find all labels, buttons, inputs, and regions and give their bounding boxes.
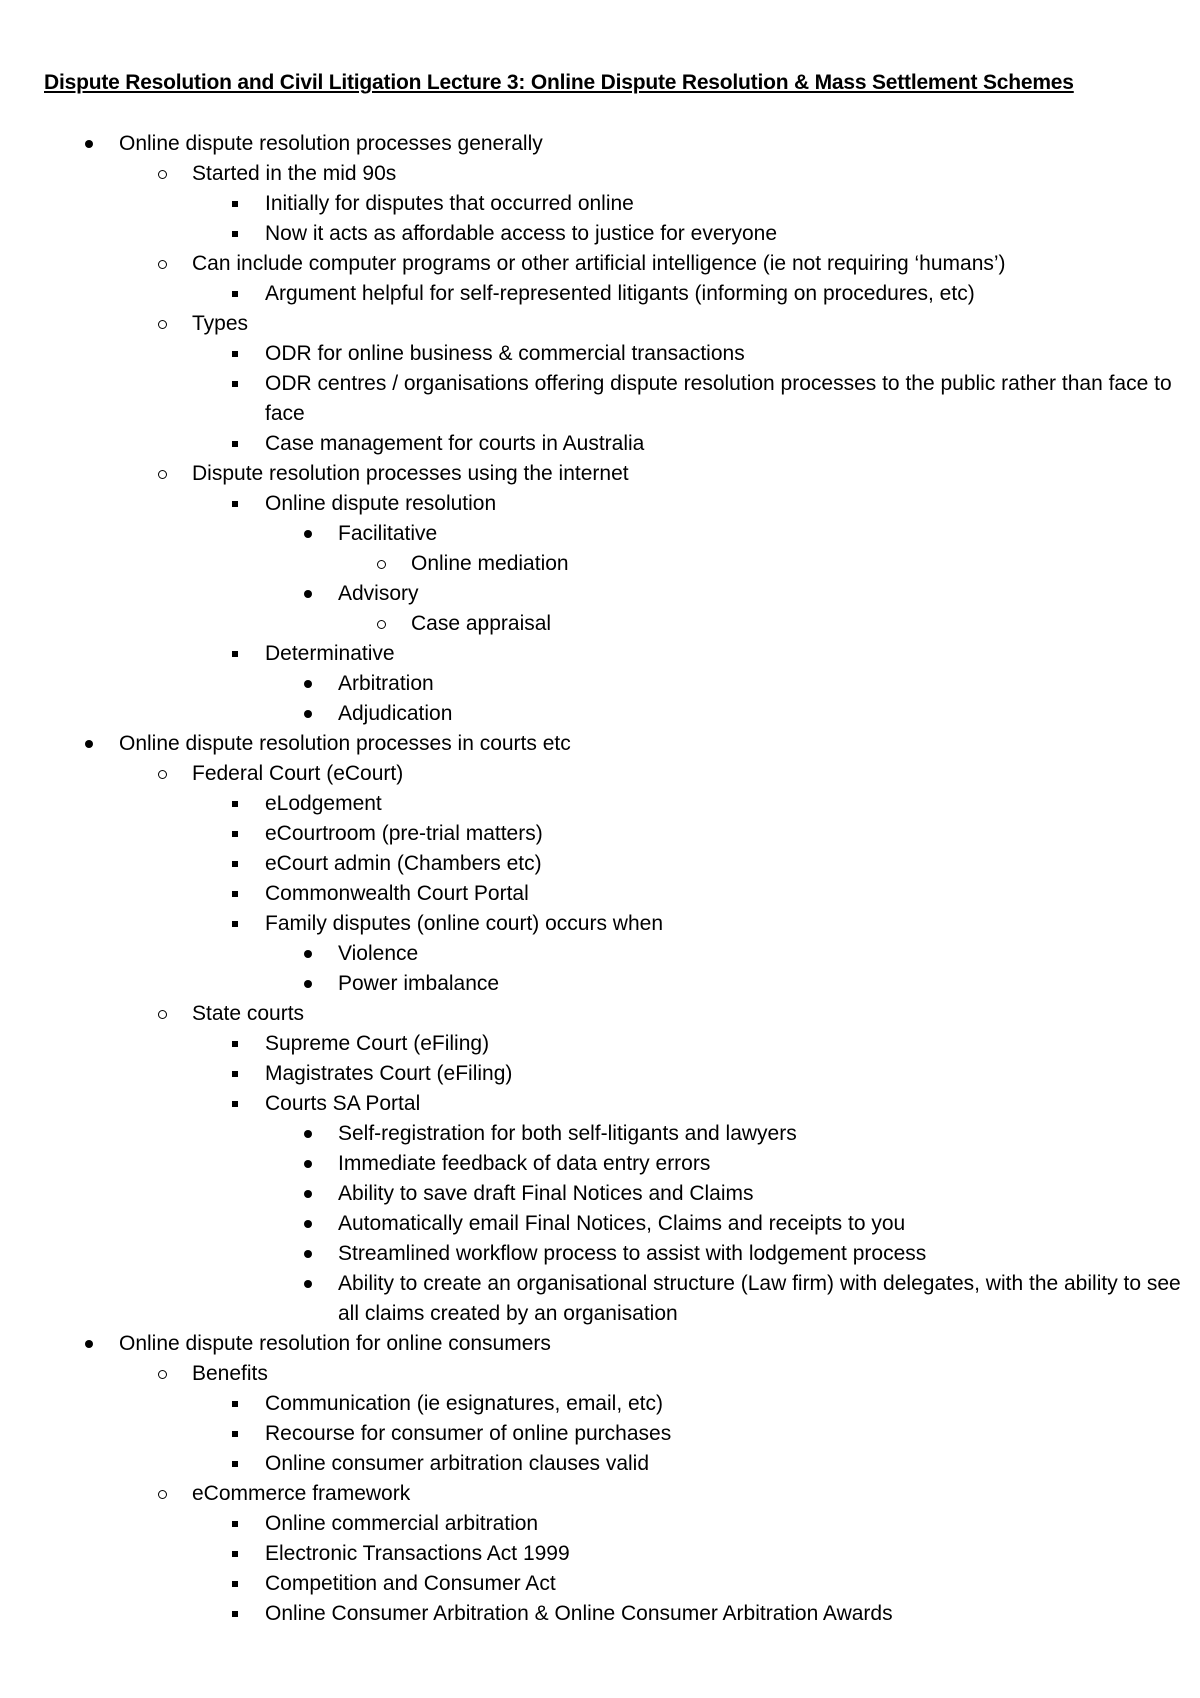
list-item xyxy=(0,159,1200,189)
list-item-text: eCourtroom (pre-trial matters) xyxy=(265,822,543,845)
list-item xyxy=(0,429,1200,459)
list-item-text: Online Consumer Arbitration & Online Consumer Arbitration Awards xyxy=(265,1602,893,1625)
square-bullet-icon xyxy=(225,909,245,939)
list-item-text: Online dispute resolution xyxy=(265,492,497,515)
disc-bullet-icon xyxy=(298,669,318,699)
list-item xyxy=(0,789,1200,819)
list-item-text: Power imbalance xyxy=(338,972,500,995)
list-item xyxy=(0,1509,1200,1539)
list-item xyxy=(0,1059,1200,1089)
square-bullet-icon xyxy=(225,789,245,819)
square-bullet-icon xyxy=(225,1539,245,1569)
list-item xyxy=(0,819,1200,849)
list-item xyxy=(0,1119,1200,1149)
list-item-text: Online mediation xyxy=(411,552,569,575)
list-item xyxy=(0,1479,1200,1509)
list-item-text: Violence xyxy=(338,942,419,965)
list-item-text: Initially for disputes that occurred online xyxy=(265,192,634,215)
disc-bullet-icon xyxy=(298,969,318,999)
square-bullet-icon xyxy=(225,339,245,369)
disc-bullet-icon xyxy=(298,1239,318,1269)
circle-bullet-icon xyxy=(152,159,172,189)
list-item xyxy=(0,729,1200,759)
list-item-text: Can include computer programs or other artificial intelligence (ie not requiring ‘humans’) xyxy=(192,252,1006,275)
list-item-text: Online dispute resolution processes generally xyxy=(119,132,543,155)
disc-bullet-icon xyxy=(298,1119,318,1149)
circle-bullet-icon xyxy=(152,309,172,339)
list-item xyxy=(0,999,1200,1029)
list-item xyxy=(0,939,1200,969)
list-item xyxy=(0,519,1200,549)
list-item-text: Magistrates Court (eFiling) xyxy=(265,1062,513,1085)
list-item xyxy=(0,1089,1200,1119)
list-item xyxy=(0,219,1200,249)
list-item-text: Dispute resolution processes using the internet xyxy=(192,462,629,485)
list-item-text: Started in the mid 90s xyxy=(192,162,397,185)
disc-bullet-icon xyxy=(298,579,318,609)
square-bullet-icon xyxy=(225,1449,245,1479)
list-item xyxy=(0,1389,1200,1419)
circle-bullet-icon xyxy=(371,609,391,639)
list-item xyxy=(0,489,1200,519)
list-item-text: Ability to save draft Final Notices and Claims xyxy=(338,1182,754,1205)
list-item-text: Self-registration for both self-litigants and lawyers xyxy=(338,1122,797,1145)
list-item xyxy=(0,1179,1200,1209)
square-bullet-icon xyxy=(225,189,245,219)
list-item-text: Commonwealth Court Portal xyxy=(265,882,529,905)
list-item-text: Online consumer arbitration clauses valid xyxy=(265,1452,650,1475)
list-item-text: Argument helpful for self-represented litigants (informing on procedures, etc) xyxy=(265,282,975,305)
list-item xyxy=(0,759,1200,789)
document-title: Dispute Resolution and Civil Litigation Lecture 3: Online Dispute Resolution & Mass Settlement Schemes xyxy=(44,71,1074,94)
list-item xyxy=(0,369,1200,429)
list-item-text: Family disputes (online court) occurs when xyxy=(265,912,663,935)
list-item xyxy=(0,279,1200,309)
square-bullet-icon xyxy=(225,1389,245,1419)
list-item-text: Automatically email Final Notices, Claims and receipts to you xyxy=(338,1212,906,1235)
list-item-text: Types xyxy=(192,312,249,335)
disc-bullet-icon xyxy=(298,1149,318,1179)
list-item-text: Recourse for consumer of online purchases xyxy=(265,1422,672,1445)
disc-bullet-icon xyxy=(79,1329,99,1359)
list-item-text: Case management for courts in Australia xyxy=(265,432,645,455)
circle-bullet-icon xyxy=(152,1479,172,1509)
list-item-text: eCourt admin (Chambers etc) xyxy=(265,852,542,875)
disc-bullet-icon xyxy=(298,699,318,729)
list-item xyxy=(0,549,1200,579)
list-item-text: Online commercial arbitration xyxy=(265,1512,539,1535)
list-item xyxy=(0,309,1200,339)
list-item xyxy=(0,1149,1200,1179)
square-bullet-icon xyxy=(225,1419,245,1449)
list-item-text: Advisory xyxy=(338,582,419,605)
square-bullet-icon xyxy=(225,1599,245,1629)
list-item xyxy=(0,249,1200,279)
square-bullet-icon xyxy=(225,1059,245,1089)
circle-bullet-icon xyxy=(152,249,172,279)
disc-bullet-icon xyxy=(79,129,99,159)
list-item xyxy=(0,1539,1200,1569)
circle-bullet-icon xyxy=(152,1359,172,1389)
disc-bullet-icon xyxy=(298,939,318,969)
list-item xyxy=(0,579,1200,609)
list-item-text: Adjudication xyxy=(338,702,453,725)
list-item xyxy=(0,1599,1200,1629)
list-item xyxy=(0,1269,1200,1329)
list-item-text: Supreme Court (eFiling) xyxy=(265,1032,490,1055)
circle-bullet-icon xyxy=(371,549,391,579)
list-item xyxy=(0,699,1200,729)
list-item-text: ODR for online business & commercial transactions xyxy=(265,342,745,365)
square-bullet-icon xyxy=(225,639,245,669)
square-bullet-icon xyxy=(225,849,245,879)
list-item-text: Arbitration xyxy=(338,672,434,695)
square-bullet-icon xyxy=(225,1509,245,1539)
list-item xyxy=(0,129,1200,159)
list-item xyxy=(0,669,1200,699)
list-item-text: Streamlined workflow process to assist with lodgement process xyxy=(338,1242,927,1265)
list-item-text: Case appraisal xyxy=(411,612,552,635)
list-item-text: Online dispute resolution for online consumers xyxy=(119,1332,551,1355)
square-bullet-icon xyxy=(225,1089,245,1119)
list-item-text: Communication (ie esignatures, email, etc) xyxy=(265,1392,663,1415)
list-item xyxy=(0,609,1200,639)
square-bullet-icon xyxy=(225,489,245,519)
list-item xyxy=(0,189,1200,219)
list-item xyxy=(0,1419,1200,1449)
list-item xyxy=(0,849,1200,879)
list-item xyxy=(0,969,1200,999)
list-item xyxy=(0,639,1200,669)
list-item xyxy=(0,1329,1200,1359)
circle-bullet-icon xyxy=(152,999,172,1029)
circle-bullet-icon xyxy=(152,759,172,789)
list-item xyxy=(0,1239,1200,1269)
square-bullet-icon xyxy=(225,879,245,909)
list-item xyxy=(0,1359,1200,1389)
disc-bullet-icon xyxy=(298,1209,318,1239)
square-bullet-icon xyxy=(225,369,245,399)
list-item-text: eLodgement xyxy=(265,792,382,815)
list-item-text: Benefits xyxy=(192,1362,268,1385)
list-item xyxy=(0,339,1200,369)
list-item-text: Federal Court (eCourt) xyxy=(192,762,404,785)
list-item-text: Electronic Transactions Act 1999 xyxy=(265,1542,570,1565)
square-bullet-icon xyxy=(225,429,245,459)
disc-bullet-icon xyxy=(298,519,318,549)
disc-bullet-icon xyxy=(79,729,99,759)
list-item-text: ODR centres / organisations offering dispute resolution processes to the public rather than face to face xyxy=(265,372,1172,425)
list-item xyxy=(0,909,1200,939)
list-item-text: Determinative xyxy=(265,642,395,665)
square-bullet-icon xyxy=(225,279,245,309)
list-item-text: Immediate feedback of data entry errors xyxy=(338,1152,711,1175)
list-item xyxy=(0,459,1200,489)
square-bullet-icon xyxy=(225,819,245,849)
list-item-text: Courts SA Portal xyxy=(265,1092,421,1115)
bullet-outline xyxy=(0,129,1200,1629)
list-item-text: eCommerce framework xyxy=(192,1482,411,1505)
square-bullet-icon xyxy=(225,219,245,249)
disc-bullet-icon xyxy=(298,1179,318,1209)
list-item xyxy=(0,1449,1200,1479)
list-item-text: Now it acts as affordable access to justice for everyone xyxy=(265,222,778,245)
list-item xyxy=(0,1569,1200,1599)
list-item-text: Online dispute resolution processes in courts etc xyxy=(119,732,571,755)
list-item xyxy=(0,879,1200,909)
list-item xyxy=(0,1029,1200,1059)
disc-bullet-icon xyxy=(298,1269,318,1299)
circle-bullet-icon xyxy=(152,459,172,489)
list-item-text: Ability to create an organisational structure (Law firm) with delegates, with the ability to see all claims created by an organisation xyxy=(338,1272,1181,1325)
square-bullet-icon xyxy=(225,1569,245,1599)
list-item xyxy=(0,1209,1200,1239)
list-item-text: State courts xyxy=(192,1002,305,1025)
list-item-text: Facilitative xyxy=(338,522,438,545)
list-item-text: Competition and Consumer Act xyxy=(265,1572,556,1595)
square-bullet-icon xyxy=(225,1029,245,1059)
